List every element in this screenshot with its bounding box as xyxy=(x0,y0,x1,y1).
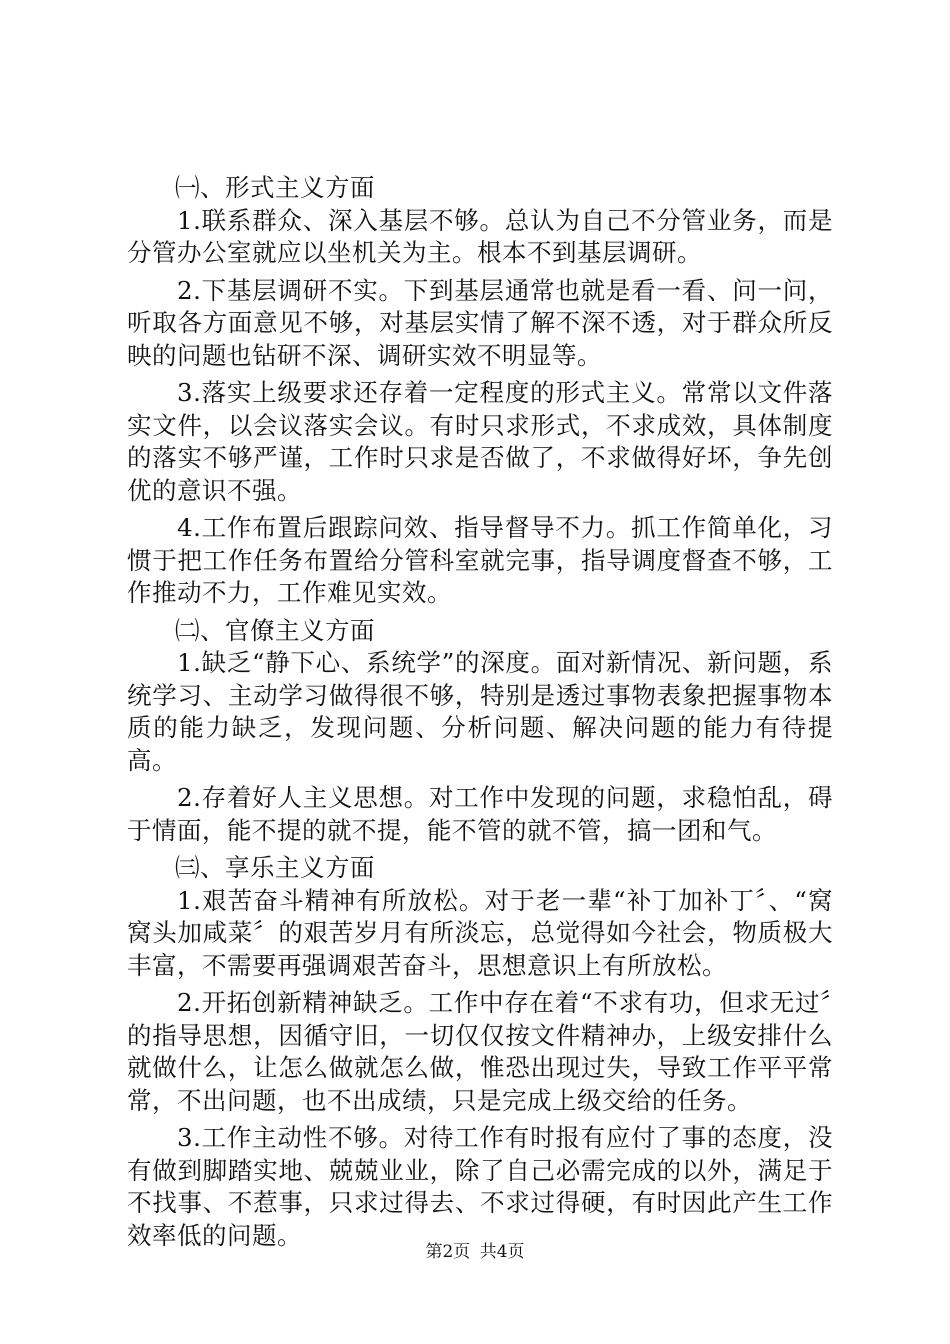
page-footer xyxy=(0,1241,950,1263)
page-number: 第2页 xyxy=(425,1242,471,1262)
paragraph: 1.联系群众、深入基层不够。总认为自己不分管业务，而是分管办公室就应以坐机关为主。根本不到基层调研。 xyxy=(127,205,833,267)
section-hedonism xyxy=(127,852,833,1252)
page-total: 共4页 xyxy=(479,1242,525,1262)
section-heading: ㈠、形式主义方面 xyxy=(175,173,375,202)
paragraph: 4.工作布置后跟踪问效、指导督导不力。抓工作简单化，习惯于把工作任务布置给分管科室就完事，指导调度督查不够，工作推动不力，工作难见实效。 xyxy=(127,513,833,607)
paragraph: 2.下基层调研不实。下到基层通常也就是看一看、问一问，听取各方面意见不够，对基层实情了解不深不透，对于群众所反映的问题也钻研不深、调研实效不明显等。 xyxy=(127,275,833,370)
paragraph: 1.缺乏“静下心、系统学”的深度。面对新情况、新问题，系统学习、主动学习做得很不够，特别是透过事物表象把握事物本质的能力缺乏，发现问题、分析问题、解决问题的能力有待提高。 xyxy=(127,648,833,775)
paragraph: 1.艰苦奋斗精神有所放松。对于老一辈“补丁加补丁〞、“窝窝头加咸菜〞的艰苦岁月有所淡忘，总觉得如今社会，物质极大丰富，不需要再强调艰苦奋斗，思想意识上有所放松。 xyxy=(127,885,833,980)
paragraph: 2.存着好人主义思想。对工作中发现的问题，求稳怕乱，碍于情面，能不提的就不提，能不管的就不管，搞一团和气。 xyxy=(127,783,833,845)
paragraph: 3.工作主动性不够。对待工作有时报有应付了事的态度，没有做到脚踏实地、兢兢业业，除了自己必需完成的以外，满足于不找事、不惹事，只求过得去、不求过得硬，有时因此产生工作效率低的问题。 xyxy=(127,1123,833,1250)
section-heading: ㈢、享乐主义方面 xyxy=(175,853,375,882)
section-formalism xyxy=(127,172,833,610)
paragraph: 3.落实上级要求还存着一定程度的形式主义。常常以文件落实文件，以会议落实会议。有时只求形式，不求成效，具体制度的落实不够严谨，工作时只求是否做了，不求做得好坏，争先创优的意识不强。 xyxy=(127,378,833,505)
document-body xyxy=(127,172,833,1257)
section-heading: ㈡、官僚主义方面 xyxy=(175,615,375,645)
section-bureaucratism xyxy=(127,615,833,848)
paragraph: 2.开拓创新精神缺乏。工作中存在着“不求有功，但求无过〞的指导思想，因循守旧，一切仅仅按文件精神办，上级安排什么就做什么，让怎么做就怎么做，惟恐出现过失，导致工作平平常常，不出问题，也不出成绩，只是完成上级交给的任务。 xyxy=(127,988,833,1115)
